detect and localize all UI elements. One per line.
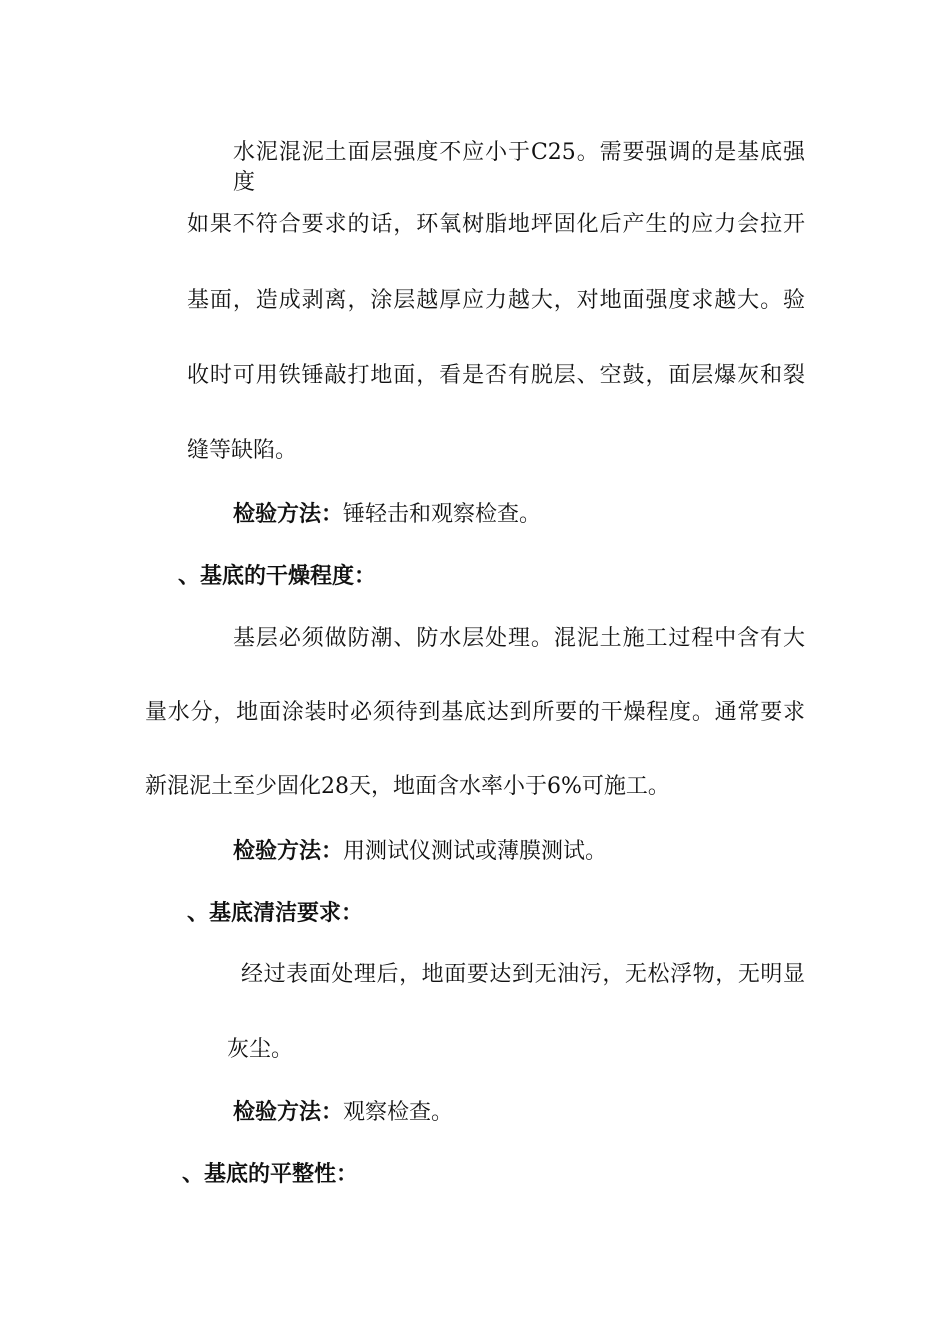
paragraph-line: 收时可用铁锤敲打地面，看是否有脱层、空鼓，面层爆灰和裂 bbox=[187, 363, 805, 388]
inspection-method-text: 观察检查。 bbox=[343, 1100, 454, 1125]
inspection-method bbox=[233, 1097, 453, 1128]
paragraph-line: 基面，造成剥离，涂层越厚应力越大，对地面强度求越大。验 bbox=[187, 288, 805, 313]
inspection-method bbox=[233, 499, 541, 530]
paragraph-line: 水泥混泥土面层强度不应小于C25。需要强调的是基底强度 bbox=[233, 140, 805, 195]
paragraph-line: 缝等缺陷。 bbox=[187, 438, 298, 463]
inspection-method-label: 检验方法： bbox=[233, 838, 344, 864]
paragraph-line: 经过表面处理后，地面要达到无油污，无松浮物，无明显 bbox=[241, 962, 805, 987]
paragraph-line: 基层必须做防潮、防水层处理。混泥土施工过程中含有大 bbox=[233, 626, 805, 651]
inspection-method-text: 锤轻击和观察检查。 bbox=[343, 502, 542, 527]
inspection-method-label: 检验方法： bbox=[233, 501, 344, 527]
paragraph-line: 量水分，地面涂装时必须待到基底达到所要的干燥程度。通常要求 bbox=[145, 700, 805, 725]
paragraph-line: 如果不符合要求的话，环氧树脂地坪固化后产生的应力会拉开 bbox=[187, 212, 805, 237]
paragraph-line: 灰尘。 bbox=[227, 1037, 294, 1062]
section-heading: 、基底清洁要求： bbox=[187, 900, 364, 926]
inspection-method bbox=[233, 836, 607, 867]
section-heading: 、基底的平整性： bbox=[182, 1161, 359, 1187]
section-heading: 、基底的干燥程度： bbox=[178, 563, 377, 589]
inspection-method-text: 用测试仪测试或薄膜测试。 bbox=[343, 839, 608, 864]
paragraph-line: 新混泥土至少固化28天，地面含水率小于6%可施工。 bbox=[145, 774, 670, 799]
inspection-method-label: 检验方法： bbox=[233, 1099, 344, 1125]
